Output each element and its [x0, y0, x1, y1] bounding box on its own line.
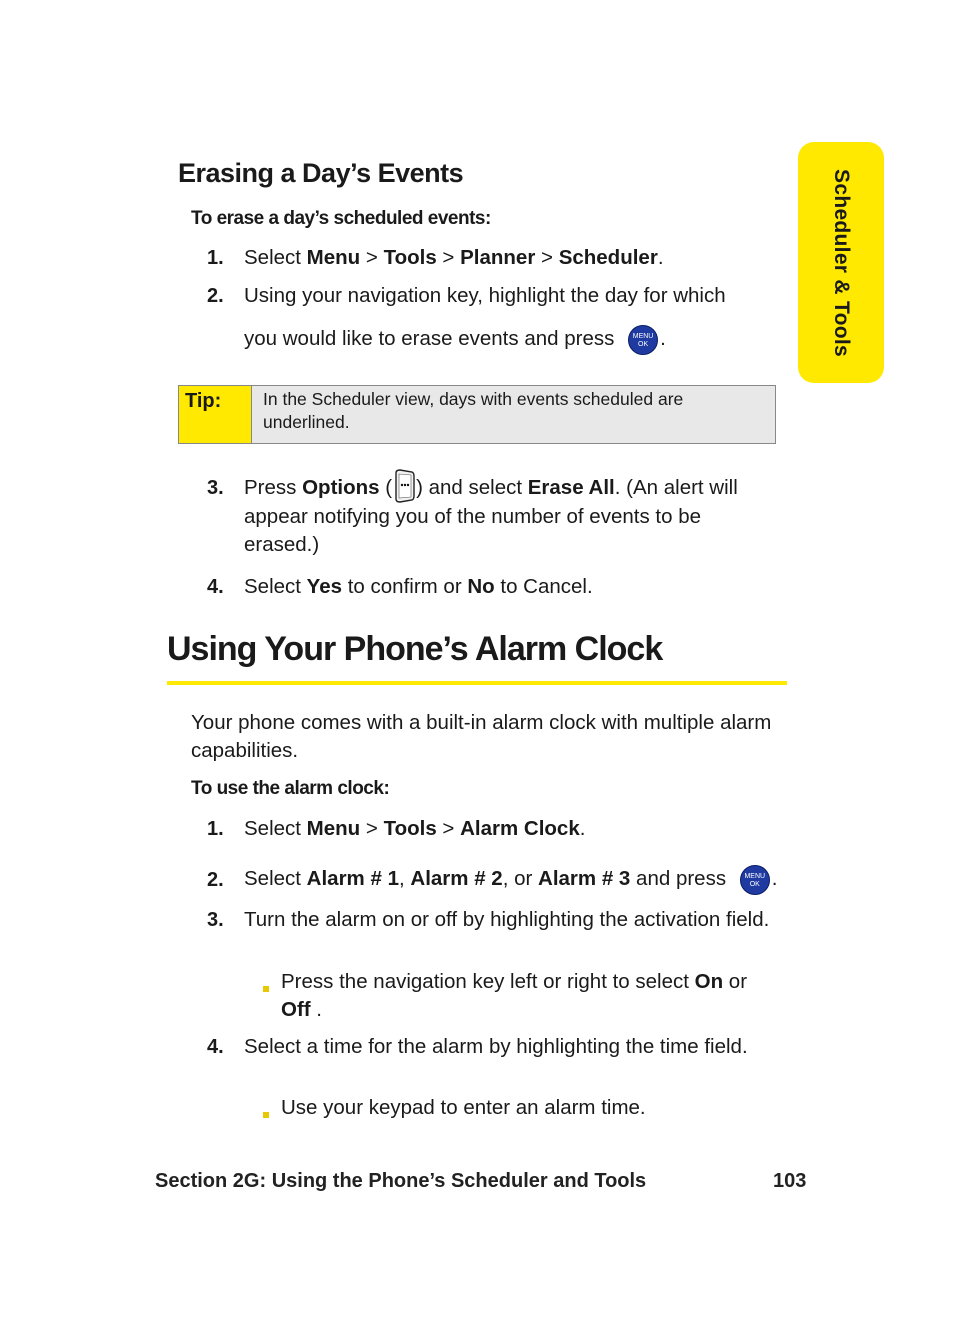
alarm-intro: Your phone comes with a built-in alarm clock with multiple alarm capabilities. [191, 711, 772, 762]
tip-text: In the Scheduler view, days with events scheduled are underlined. [263, 389, 684, 432]
bullet-marker [263, 980, 269, 998]
erase-subheading: To erase a day’s scheduled events: [191, 208, 491, 229]
erase-step-4-number: 4. [207, 576, 224, 598]
erase-step-2-line-2: you would like to erase events and press MENU OK . [244, 322, 784, 356]
erase-step-1-number: 1. [207, 247, 224, 269]
alarm-step-2-number: 2. [207, 869, 224, 891]
footer-section-title: Section 2G: Using the Phone’s Scheduler and Tools [155, 1170, 647, 1192]
alarm-step-3: Turn the alarm on or off by highlighting the activation field. [244, 908, 770, 931]
alarm-step-4-number: 4. [207, 1036, 224, 1058]
erase-step-1: Select Menu > Tools > Planner > Scheduler. [244, 246, 664, 269]
erase-step-2-line-1: Using your navigation key, highlight the day for which [244, 284, 726, 307]
tip-label: Tip: [185, 390, 222, 412]
heading-rule [167, 681, 787, 685]
bullet-marker [263, 1106, 269, 1124]
erase-step-3-number: 3. [207, 477, 224, 499]
alarm-step-1: Select Menu > Tools > Alarm Clock. [244, 817, 586, 840]
erase-step-2-number: 2. [207, 285, 224, 307]
alarm-subheading: To use the alarm clock: [191, 778, 390, 799]
section-side-tab [798, 142, 884, 383]
side-tab-label: Scheduler & Tools [830, 168, 854, 357]
menu-ok-key-icon: MENU OK [628, 325, 658, 355]
options-softkey-icon [393, 469, 415, 503]
alarm-heading: Using Your Phone’s Alarm Clock [167, 630, 663, 668]
erase-heading: Erasing a Day’s Events [178, 158, 464, 188]
menu-ok-key-icon: MENU OK [740, 865, 770, 895]
erase-step-3: Press Options ( ) and select Erase All. (An alert will appear notifying you of the number of events to be erased.) [244, 474, 764, 559]
erase-step-4: Select Yes to confirm or No to Cancel. [244, 575, 593, 598]
alarm-step-2: Select Alarm # 1, Alarm # 2, or Alarm # 3 and press MENU OK . [244, 862, 784, 896]
tip-box [178, 385, 776, 444]
alarm-step-1-number: 1. [207, 818, 224, 840]
page-number: 103 [773, 1170, 807, 1192]
alarm-step-4: Select a time for the alarm by highlighting the time field. [244, 1035, 748, 1058]
alarm-step-4-bullet: Use your keypad to enter an alarm time. [281, 1096, 646, 1119]
alarm-step-3-bullet: Press the navigation key left or right to select On or Off . [281, 970, 748, 1021]
tip-label-cell [179, 386, 252, 443]
alarm-step-3-number: 3. [207, 909, 224, 931]
